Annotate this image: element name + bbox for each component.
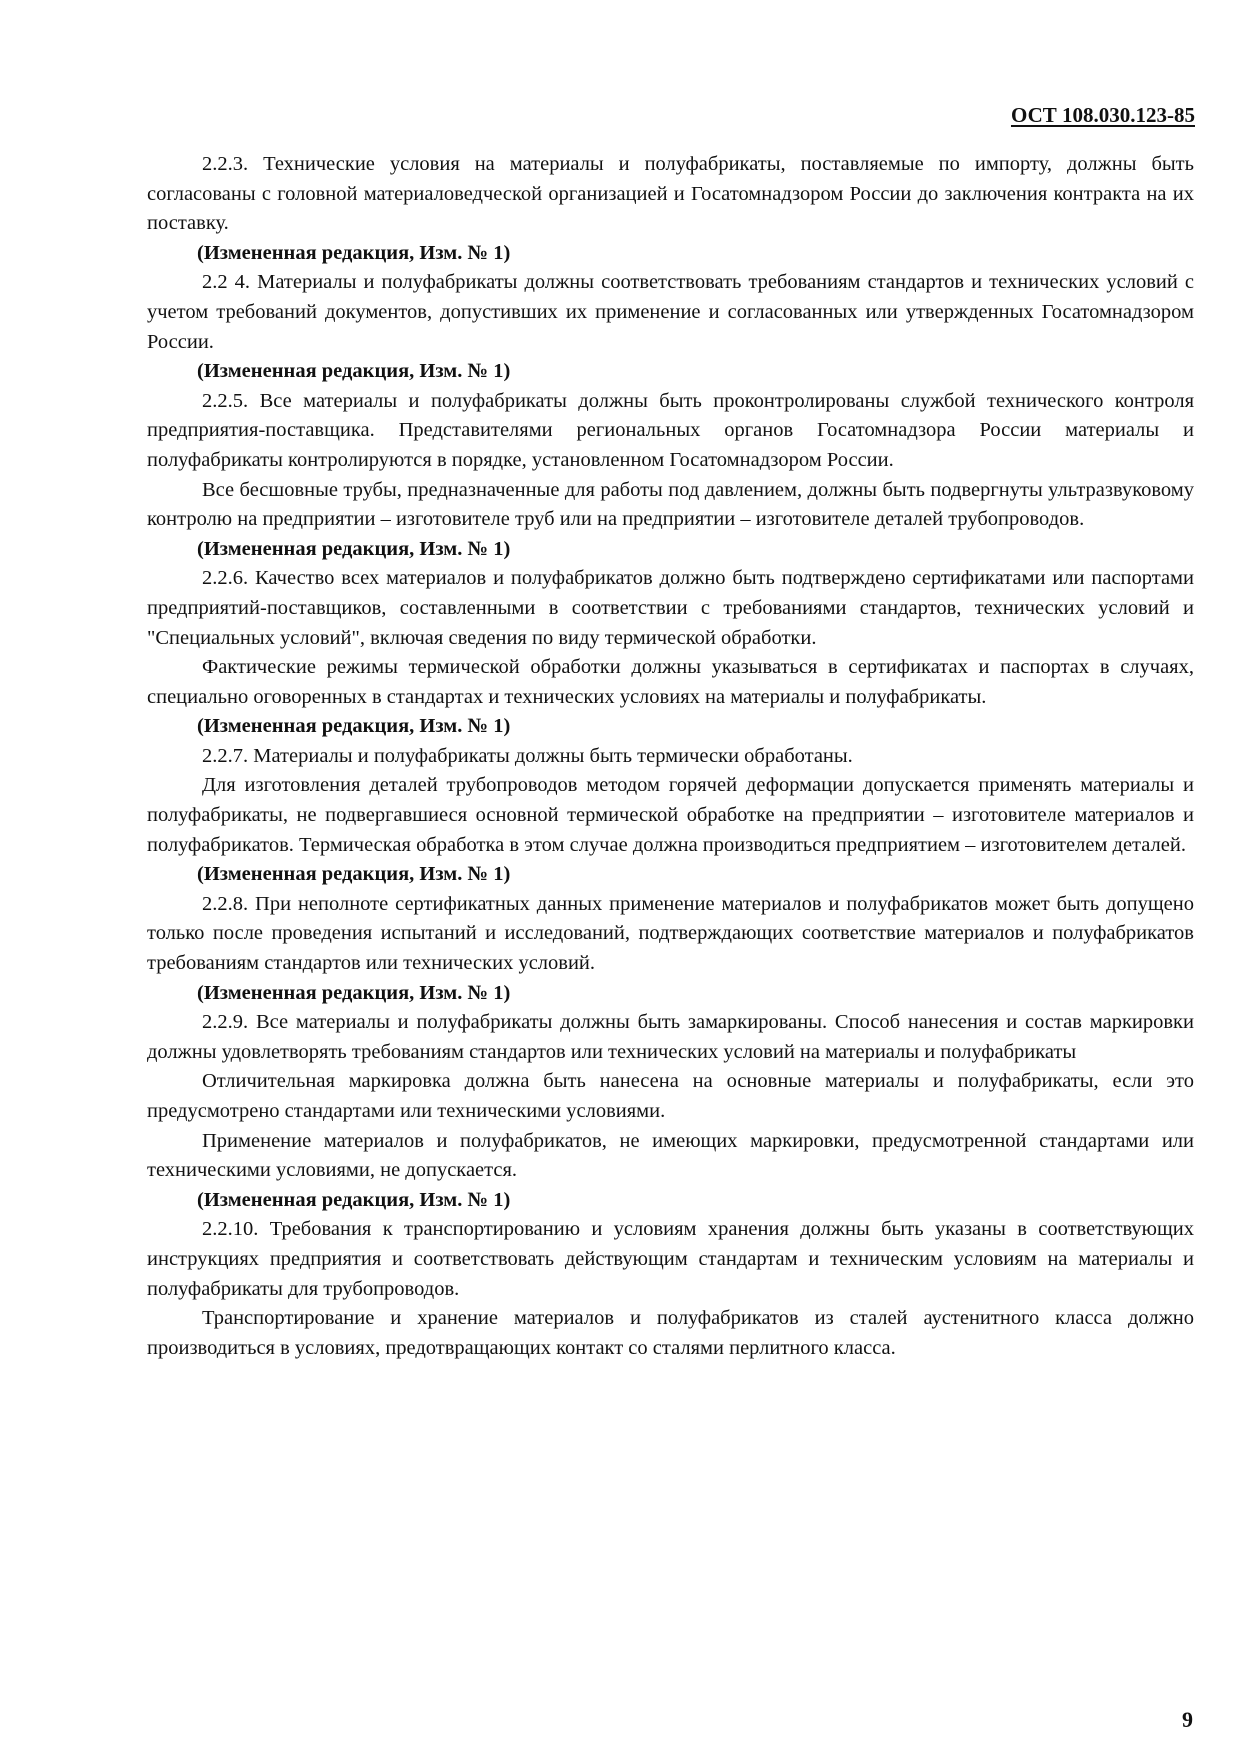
clause-2-2-5-paragraph: Все бесшовные трубы, предназначенные для работы под давлением, должны быть подвергнуты ультразвуковому контролю на предприятии – изготовителе труб или на предприятии – изготовителе деталей трубопроводов.	[147, 478, 1194, 531]
clause-2-2-7-paragraph: Для изготовления деталей трубопроводов методом горячей деформации допускается применять материалы и полуфабрикаты, не подвергавшиеся основной термической обработке на предприятии – изготовителе материалов и полуфабрикатов. Термическая обработка в этом случае должна производиться предприятием – изготовителем деталей.	[147, 774, 1194, 856]
clause-2-2-9-paragraph: Отличительная маркировка должна быть нанесена на основные материалы и полуфабрикаты, если это предусмотрено стандартами или техническими условиями.	[147, 1070, 1194, 1122]
clause-2-2-10-paragraph: Транспортирование и хранение материалов и полуфабрикатов из сталей аустенитного класса должно производиться в условиях, предотвращающих контакт со сталями перлитного класса.	[147, 1307, 1194, 1359]
clause-2-2-8: 2.2.8. При неполноте сертификатных данных применение материалов и полуфабрикатов может быть допущено только после проведения испытаний и исследований, подтверждающих соответствие материалов и полуфабрикатов требованиям стандартов или технических условий.	[147, 892, 1194, 975]
amendment-note: (Измененная редакция, Изм. № 1)	[197, 981, 511, 1004]
clause-2-2-9: 2.2.9. Все материалы и полуфабрикаты должны быть замаркированы. Способ нанесения и состав маркировки должны удовлетворять требованиям стандартов или технических условий на материалы и полуфабрикаты	[147, 1011, 1194, 1063]
document-body	[147, 150, 1194, 1363]
clause-2-2-9-paragraph: Применение материалов и полуфабрикатов, не имеющих маркировки, предусмотренной стандартами или техническими условиями, не допускается.	[147, 1129, 1194, 1182]
page-number: 9	[1182, 1707, 1193, 1732]
clause-2-2-3: 2.2.3. Технические условия на материалы и полуфабрикаты, поставляемые по импорту, должны быть согласованы с головной материаловедческой организацией и Госатомнадзором России до заключения контракта на их поставку.	[147, 153, 1194, 235]
document-code: ОСТ 108.030.123-85	[1010, 103, 1195, 127]
clause-2-2-7: 2.2.7. Материалы и полуфабрикаты должны быть термически обработаны.	[202, 744, 853, 767]
amendment-note: (Измененная редакция, Изм. № 1)	[197, 241, 511, 264]
amendment-note: (Измененная редакция, Изм. № 1)	[197, 537, 511, 560]
clause-2-2-6-paragraph: Фактические режимы термической обработки должны указываться в сертификатах и паспортах в случаях, специально оговоренных в стандартах и технических условиях на материалы и полуфабрикаты.	[147, 656, 1194, 708]
clause-2-2-6: 2.2.6. Качество всех материалов и полуфабрикатов должно быть подтверждено сертификатами или паспортами предприятий-поставщиков, составленными в соответствии с требованиями стандартов, технических условий и "Специальных условий", включая сведения по виду термической обработки.	[147, 567, 1194, 649]
amendment-note: (Измененная редакция, Изм. № 1)	[197, 863, 511, 886]
clause-2-2-10: 2.2.10. Требования к транспортированию и условиям хранения должны быть указаны в соответствующих инструкциях предприятия и соответствовать действующим стандартам и техническим условиям на материалы и полуфабрикаты для трубопроводов.	[147, 1218, 1194, 1300]
clause-2-2-5: 2.2.5. Все материалы и полуфабрикаты должны быть проконтролированы службой технического контроля предприятия-поставщика. Представителями региональных органов Госатомнадзора России материалы и полуфабрикаты контролируются в порядке, установленном Госатомнадзором России.	[147, 389, 1194, 471]
amendment-note: (Измененная редакция, Изм. № 1)	[197, 360, 511, 383]
amendment-note: (Измененная редакция, Изм. № 1)	[197, 1188, 511, 1211]
clause-2-2-4: 2.2 4. Материалы и полуфабрикаты должны соответствовать требованиям стандартов и технических условий с учетом требований документов, допустивших их применение и согласованных или утвержденных Госатомнадзором России.	[147, 271, 1194, 353]
amendment-note: (Измененная редакция, Изм. № 1)	[197, 715, 511, 738]
